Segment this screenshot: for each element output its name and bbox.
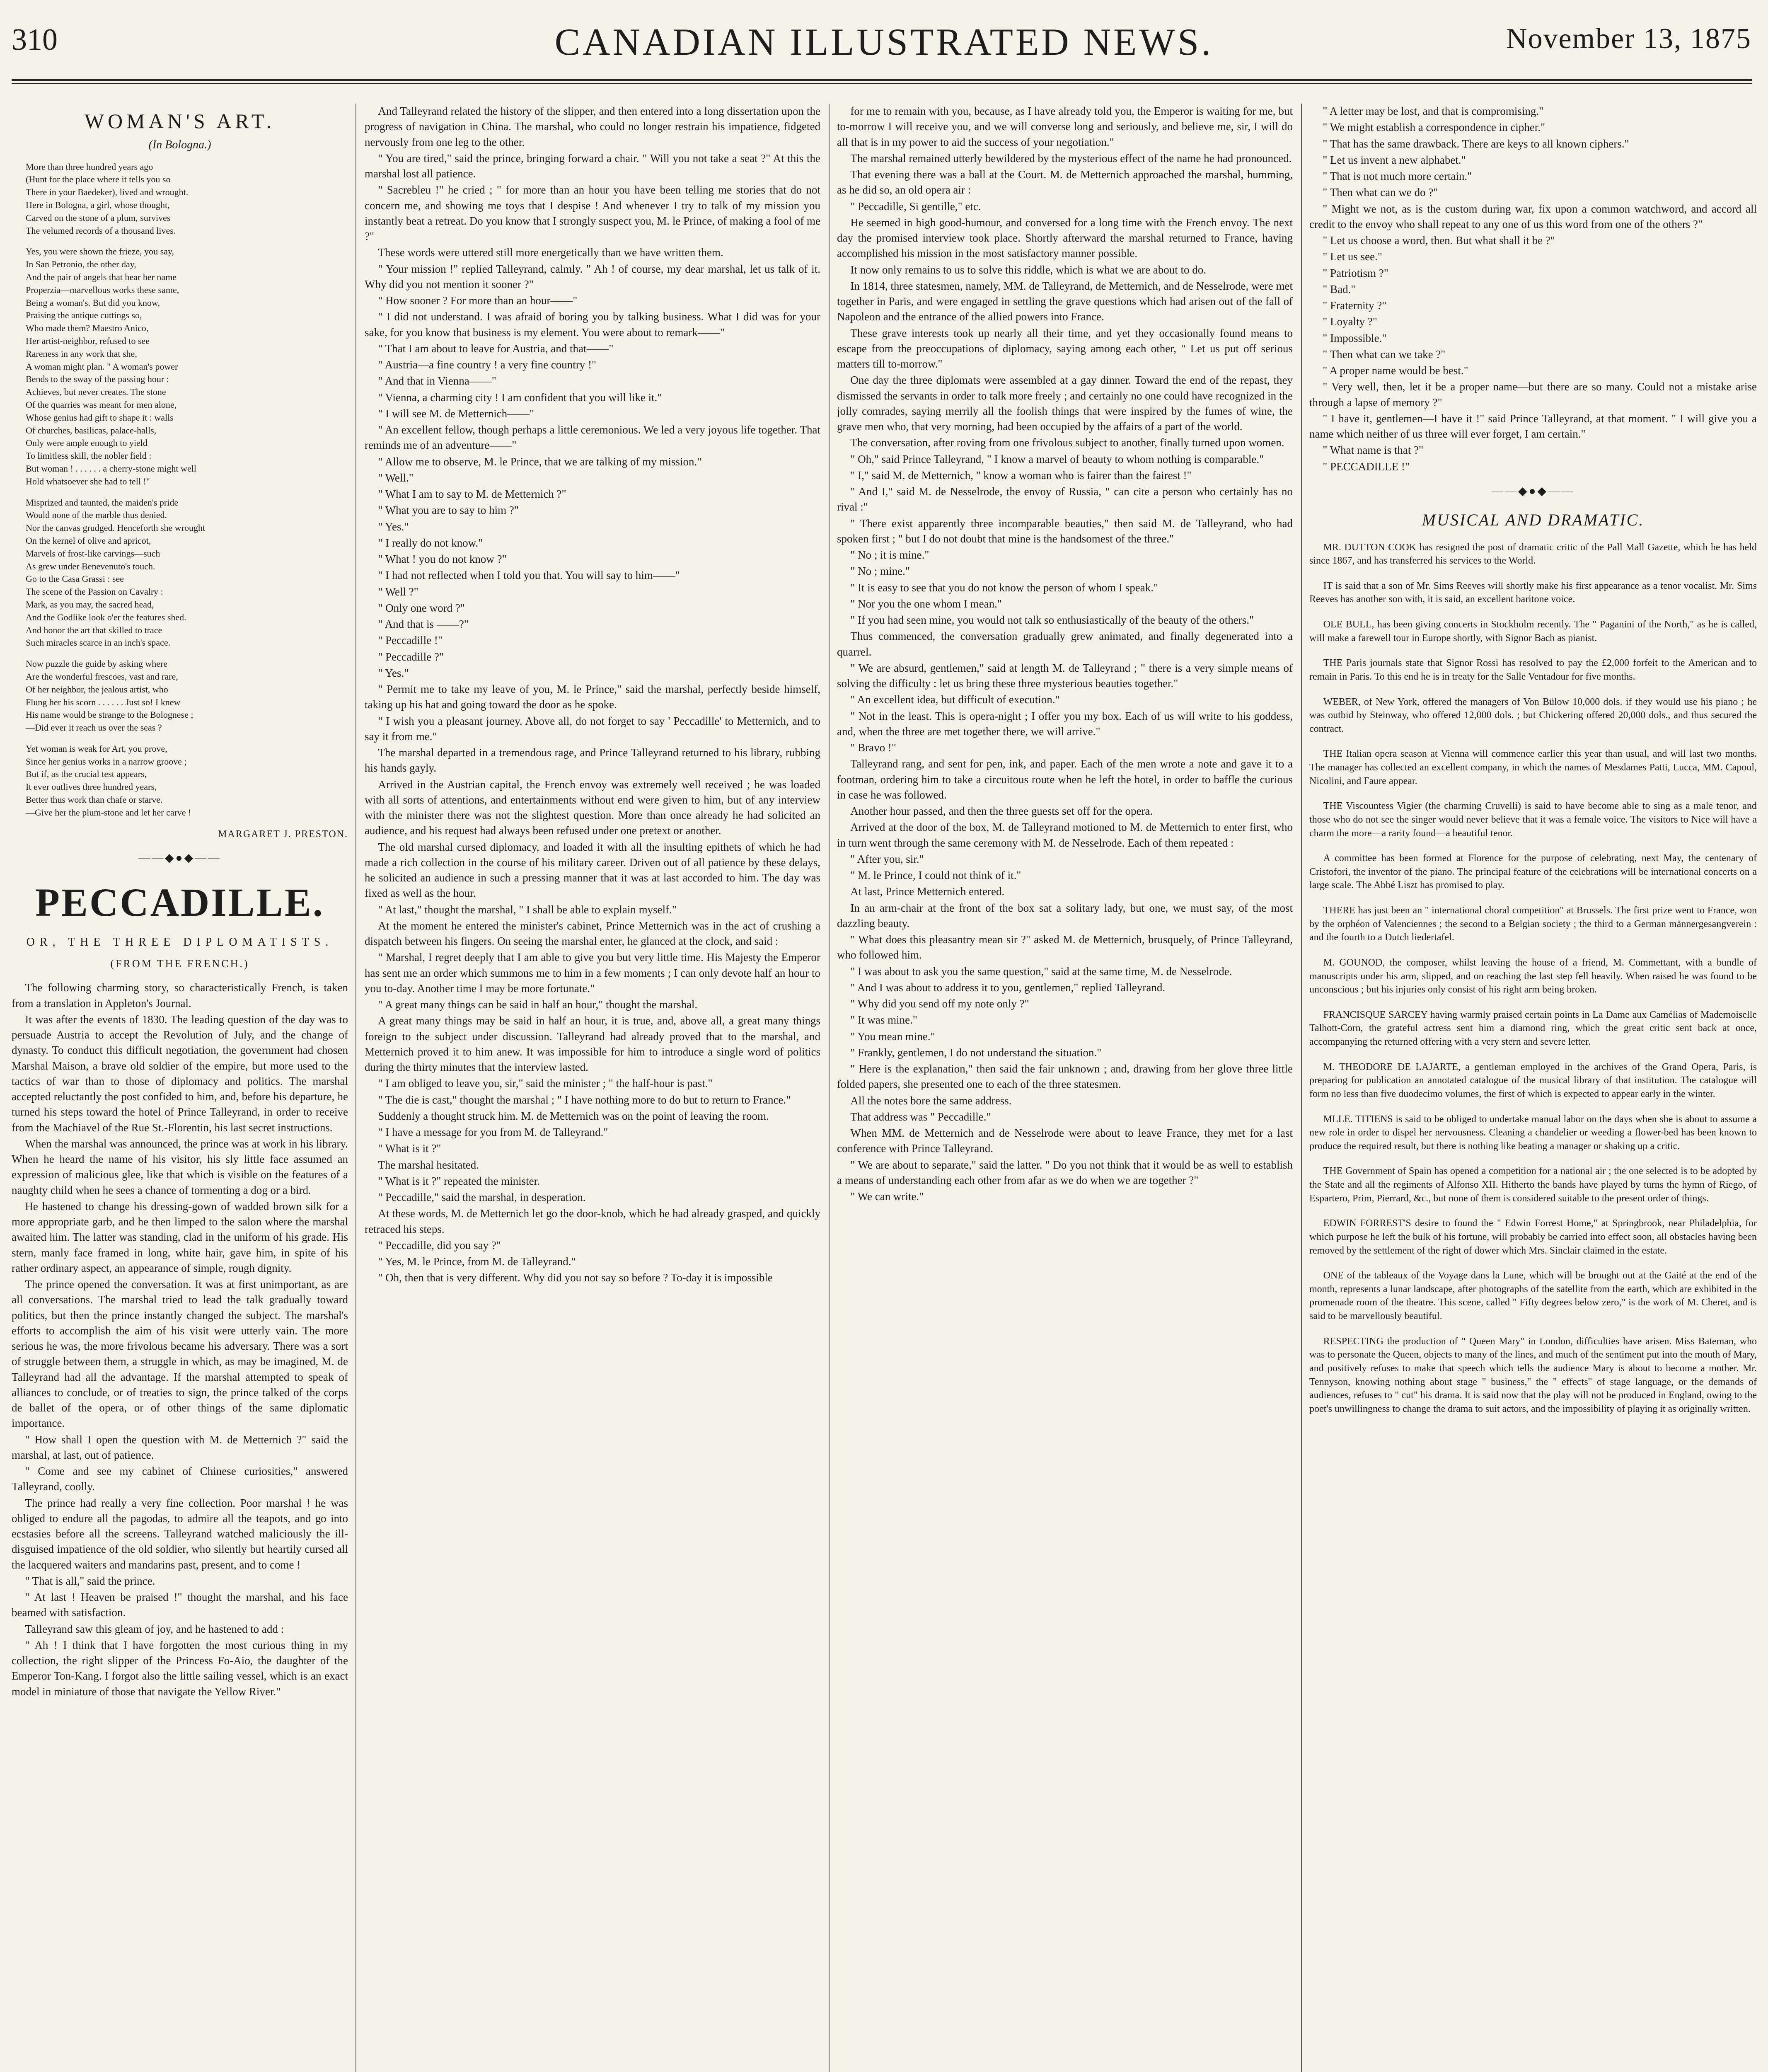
story-paragraph: " Ah ! I think that I have forgotten the most curious thing in my collection, the right slipper of the Princess Fo-Aio, the daughter of the Emperor Ton-Kang. I forgot also the little sailing vessel, which is an exact model in miniature of those that navigate the Yellow River." [12,1639,348,1698]
news-item: MR. DUTTON COOK has resigned the post of dramatic critic of the Pall Mall Gazette, which he has held since 1867, and has transferred his services to the World. [1309,542,1757,566]
story-paragraph: " Come and see my cabinet of Chinese curiosities," answered Talleyrand, coolly. [12,1465,348,1493]
poem-stanza: Yes, you were shown the frieze, you say, In San Petronio, the other day, And the pair of angels that bear her name Properzia—marvellous works these same, Being a woman's. But did you know, Praising the antique cuttings so, Who made them? Maestro Anico, Her artist-neighbor, refused to see Rareness in any work that she, A woman might plan. " A woman's power Bends to the sway of the passing hour : Achieves, but never creates. The stone Of the quarries was meant for men alone, Whose genius had gift to shape it : walls Of churches, basilicas, palace-halls, Only were ample enough to yield To limitless skill, the nobler field : But woman ! . . . . . . a cherry-stone might well Hold whatsoever she had to tell !" [26,246,196,487]
news-item: THE Italian opera season at Vienna will commence earlier this year than usual, and will last two months. The manager has collected an excellent company, in which the names of Mesdames Patti, Lucca, MM. Capoul, Nicolini, and Faure appear. [1309,748,1757,787]
story-paragraph: Suddenly a thought struck him. M. de Metternich was on the point of leaving the room. [378,1109,769,1122]
story-column-2-text [365,104,820,2072]
poem-signature: MARGARET J. PRESTON. [218,828,348,840]
ornament-divider: ——◆●◆—— [1492,484,1575,498]
story-paragraph: " And I was about to address it to you, gentlemen," replied Talleyrand. [850,981,1166,994]
story-paragraph: " That is all," said the prince. [25,1574,155,1587]
news-item: M. GOUNOD, the composer, whilst leaving the house of a friend, M. Commettant, with a bundle of manuscripts under his arm, slipped, and on reaching the last step fell heavily. When raised he was found to be unconscious ; but his injuries only consist of his right arm being broken. [1309,957,1757,995]
story-paragraph: " Peccadille, did you say ?" [378,1239,501,1251]
story-paragraph: " It was mine." [850,1014,917,1026]
story-paragraph: " Fraternity ?" [1323,299,1387,312]
story-column-4-text [1309,104,1757,474]
column-rule [829,104,830,2072]
story-paragraph: " Yes." [378,666,409,679]
story-paragraph: At the moment he entered the minister's cabinet, Prince Metternich was in the act of crushing a dispatch between his fingers. On seeing the marshal enter, he glanced at the clock, and said : [365,919,820,947]
story-paragraph: " Bad." [1323,283,1356,295]
story-paragraph: The prince opened the conversation. It was at first unimportant, as are all conversations. The marshal tried to lead the talk gradually toward politics, but then the prince instantly changed the subject. The marshal's efforts to accomplish the aim of his visit were utterly vain. The more serious he was, the more frivolous became his adversary. There was a sort of struggle between them, a struggle in which, as may be imagined, M. de Talleyrand had all the advantage. If the marshal attempted to speak of alliances to conclude, or of treaties to sign, the prince talked of the corps de ballet of the opera, or of other things of the same diplomatic importance. [12,1278,348,1430]
story-paragraph: " At last ! Heaven be praised !" thought the marshal, and his face beamed with satisfaction. [12,1591,348,1619]
story-paragraph: " Well." [378,471,414,484]
story-paragraph: The old marshal cursed diplomacy, and loaded it with all the insulting epithets of which he had made a rich collection in the course of his military career. Driven out of all patience by these delays, he solicited an audience in such a pressing manner that it was at last accorded to him. The day was fixed as well as the hour. [365,840,820,900]
story-paragraph: " Sacrebleu !" he cried ; " for more than an hour you have been telling me stories that do not concern me, and showing me toys that I despise ! And whenever I try to talk of my mission you instantly beat a retreat. Do you know that I strongly suspect you, M. le Prince, of making a fool of me ?" [365,184,820,242]
news-item: M. THEODORE DE LAJARTE, a gentleman employed in the archives of the Grand Opera, Paris, is preparing for publication an annotated catalogue of the musical library of that institution. The catalogue will form no less than five duodecimo volumes, the first of which is expected to appear early in the winter. [1309,1061,1757,1099]
story-paragraph: The conversation, after roving from one frivolous subject to another, finally turned upon women. [850,436,1284,449]
story-paragraph: Arrived in the Austrian capital, the French envoy was extremely well received ; he was loaded with all sorts of attentions, and entertainments without end were given to him, but of any interview with the minister there was not the slightest question. More than once already he had solicited an audience, and his request had always been refused under one pretext or another. [365,778,820,837]
story-paragraph: " I have a message for you from M. de Talleyrand." [378,1126,608,1138]
story-paragraph: These words were uttered still more energetically than we have written them. [378,246,723,259]
story-paragraph: " And that in Vienna——" [378,375,496,387]
story-paragraph: " And that is ——?" [378,618,469,630]
story-paragraph: " Yes, M. le Prince, from M. de Talleyrand." [378,1255,576,1268]
news-item: MLLE. TITIENS is said to be obliged to undertake manual labor on the days when she is about to assume a new role in order to dispel her nervousness. Cleaning a chandelier or weeding a flower-bed has been known to produce the required result, but there is nothing like beating a manager or shaking up a critic. [1309,1113,1757,1152]
news-item: THE Paris journals state that Signor Rossi has resolved to pay the £2,000 forfeit to the American and to remain in Paris. To this end he is in treaty for the Salle Ventadour for five months. [1309,658,1757,682]
story-paragraph: " Oh," said Prince Talleyrand, " I know a marvel of beauty to whom nothing is comparable." [850,453,1264,465]
story-paragraph: " An excellent fellow, though perhaps a little ceremonious. We led a very joyous life together. That reminds me of an adventure——" [365,424,820,452]
story-paragraph: " I had not reflected when I told you that. You will say to him——" [378,569,680,582]
story-paragraph: " And I," said M. de Nesselrode, the envoy of Russia, " can cite a person who certainly has no rival :" [837,485,1293,513]
story-paragraph: It now only remains to us to solve this riddle, which is what we are about to do. [850,263,1206,276]
news-item: WEBER, of New York, offered the managers of Von Bülow 10,000 dols. if they would use his piano ; he was outbid by Steinway, who offered 12,000 dols. ; but Chickering offered 20,000 dols., and thus secured the contract. [1309,696,1757,734]
story-paragraph: " Peccadille ?" [378,650,444,663]
story-paragraph: " I really do not know." [378,536,483,549]
story-paragraph: " That is not much more certain." [1323,170,1472,182]
ornament-divider: ——◆●◆—— [138,851,221,864]
story-paragraph: " Then what can we take ?" [1323,348,1446,361]
story-paragraph: " Allow me to observe, M. le Prince, that we are talking of my mission." [378,455,702,468]
poem-body [26,161,348,819]
column-rule [1301,104,1302,2072]
story-paragraph: " I will see M. de Metternich——" [378,407,535,420]
story-paragraph: Arrived at the door of the box, M. de Talleyrand motioned to M. de Metternich to enter first, who in turn went through the same ceremony with M. de Nesselrode. Each of them repeated : [837,821,1293,849]
story-paragraph: It was after the events of 1830. The leading question of the day was to persuade Austria to accept the Revolution of July, and the change of dynasty. To conduct this difficult negotiation, the government had chosen Marshal Maison, a brave old soldier of the empire, but more used to the tactics of war than to those of diplomacy and politics. The marshal accepted reluctantly the post confided to him, and, before his departure, he turned his steps toward the hotel of Prince Talleyrand, in order to receive from the Machiavel of the Rue St.-Florentin, his last secret instructions. [12,1013,348,1134]
news-item: A committee has been formed at Florence for the purpose of celebrating, next May, the centenary of Cristofori, the inventor of the piano. The principal feature of the celebrations will be international concerts on a large scale. The Abbé Liszt has promised to play. [1309,853,1757,891]
story-paragraph: " Here is the explanation," then said the fair unknown ; and, drawing from her glove three little folded papers, she presented one to each of the three statesmen. [837,1063,1293,1091]
story-paragraph: The marshal remained utterly bewildered by the mysterious effect of the name he had pronounced. [850,152,1292,165]
story-paragraph: All the notes bore the same address. [850,1094,1012,1107]
story-paragraph: for me to remain with you, because, as I have already told you, the Emperor is waiting for me, but to-morrow I will receive you, and we will converse long and seriously, and believe me, sir, I will do all that is in my power to aid the success of your negotiation." [837,105,1293,148]
story-paragraph: " Let us choose a word, then. But what shall it be ?" [1323,234,1555,247]
story-subtitle: OR, THE THREE DIPLOMATISTS. [26,935,334,949]
story-paragraph: " I am obliged to leave you, sir," said the minister ; " the half-hour is past." [378,1077,713,1090]
news-item: EDWIN FORREST'S desire to found the " Edwin Forrest Home," at Springbrook, near Philadelphia, for which purpose he left the bulk of his fortune, will probably be carried into effect soon, all obstacles having been removed by the settlement of the right of dower which Mrs. Sinclair claimed in the estate. [1309,1218,1757,1256]
story-paragraph: " Permit me to take my leave of you, M. le Prince," said the marshal, perfectly beside himself, taking up his hat and going toward the door as he spoke. [365,683,820,711]
story-paragraph: In an arm-chair at the front of the box sat a solitary lady, but one, we must say, of the most dazzling beauty. [837,901,1293,929]
column-4 [1309,104,1757,2072]
news-item: ONE of the tableaux of the Voyage dans la Lune, which will be brought out at the Gaité at the end of the month, represents a lunar landscape, after photographs of the satellite from the earth, which are exhibited in the promenade room of the theatre. This scene, called " Fifty degrees below zero," is the work of M. Cheret, and is said to be marvellously beautiful. [1309,1270,1757,1322]
musical-dramatic-title: MUSICAL AND DRAMATIC. [1422,511,1645,530]
story-paragraph: " Marshal, I regret deeply that I am able to give you but very little time. His Majesty the Emperor has sent me an order which summons me to him in a few moments ; I can only devote half an hour to you to-day. Another time I may be more fortunate." [365,951,820,995]
column-1 [12,104,348,2072]
story-paragraph: " I did not understand. I was afraid of boring you by talking business. What I did was for your sake, for you know that business is my element. You were about to remark——" [365,310,820,339]
story-paragraph: " We are absurd, gentlemen," said at length M. de Talleyrand ; " there is a very simple means of solving the difficulty : let us bring these three mysterious beauties together." [837,661,1293,690]
story-paragraph: That address was " Peccadille." [850,1110,991,1123]
story-paragraph: " A letter may be lost, and that is compromising." [1323,105,1544,117]
story-paragraph: That evening there was a ball at the Court. M. de Metternich approached the marshal, humming, as he did so, an old opera air : [837,168,1293,196]
masthead-title: CANADIAN ILLUSTRATED NEWS. [554,21,1214,63]
poem-stanza: Yet woman is weak for Art, you prove, Since her genius works in a narrow groove ; But if, as the crucial test appears, It ever outlives three hundred years, Better thus work than chafe or starve. —Give her the plum-stone and let her carve ! [26,743,191,818]
story-paragraph: " PECCADILLE !" [1323,460,1410,473]
poem-stanza: More than three hundred years ago (Hunt for the place where it tells you so There in your Baedeker), lived and wrought. Here in Bologna, a girl, whose thought, Carved on the stone of a plum, survives The velumed records of a thousand lives. [26,161,189,236]
news-item: THE Government of Spain has opened a competition for a national air ; the one selected is to be adopted by the State and all the regiments of Alfonso XII. Hitherto the bands have played by turns the hymn of Riego, of Espartero, Prim, Pierrard, &c., but none of them is considered suitable to the present order of things. [1309,1166,1757,1204]
story-paragraph: " No ; mine." [850,565,910,578]
story-paragraph: " Then what can we do ?" [1323,186,1438,199]
story-paragraph: " Well ?" [378,585,418,598]
story-paragraph: " That I am about to leave for Austria, and that——" [378,342,614,355]
story-paragraph: And Talleyrand related the history of the slipper, and then entered into a long dissertation upon the progress of navigation in China. The marshal, who could no longer restrain his impatience, fidgeted nervously from one leg to the other. [365,105,820,148]
story-paragraph: " I have it, gentlemen—I have it !" said Prince Talleyrand, at that moment. " I will give you a name which neither of us three will ever forget, I am certain." [1309,412,1757,440]
header-rule [12,79,1752,81]
story-paragraph: " Why did you send off my note only ?" [850,997,1029,1010]
story-paragraph: At last, Prince Metternich entered. [850,885,1005,898]
story-paragraph: At these words, M. de Metternich let go the door-knob, which he had already grasped, and quickly retraced his steps. [365,1207,820,1235]
story-paragraph: " The die is cast," thought the marshal ; " I have nothing more to do but to return to France." [378,1093,791,1106]
story-paragraph: " M. le Prince, I could not think of it." [850,869,1021,881]
story-paragraph: " What you are to say to him ?" [378,504,519,517]
story-paragraph: " That has the same drawback. There are keys to all known ciphers." [1323,137,1629,150]
story-paragraph: " Only one word ?" [378,601,465,614]
story-paragraph: The marshal departed in a tremendous rage, and Prince Talleyrand returned to his library, rubbing his hands gayly. [365,746,820,775]
story-paragraph: Another hour passed, and then the three guests set off for the opera. [850,805,1153,817]
story-paragraph: In 1814, three statesmen, namely, MM. de Talleyrand, de Metternich, and de Nesselrode, were met together in Paris, and were engaged in settling the grave questions which had arisen out of the fall of Napoleon and the entrance of the allied powers into France. [837,279,1293,323]
story-paragraph: " Very well, then, let it be a proper name—but there are so many. Could not a mistake arise through a lapse of memory ?" [1309,380,1757,409]
story-paragraph: " Vienna, a charming city ! I am confident that you will like it." [378,391,662,404]
page-header [0,14,1768,68]
story-paragraph: " I was about to ask you the same question," said at the same time, M. de Nesselrode. [850,965,1232,978]
news-item: THE Viscountess Vigier (the charming Cruvelli) is said to have become able to sing as a male tenor, and those who do not see the singer would never believe that it was a female voice. The visitors to Nice will have a charm the more—a rarity found—a beautiful tenor. [1309,801,1757,839]
story-paragraph: He hastened to change his dressing-gown of wadded brown silk for a more appropriate garb, and he then limped to the salon where the marshal awaited him. The latter was standing, clad in the uniform of his grade. His stern, manly face framed in long, white hair, gave him, in spite of his rather ordinary aspect, an appearance of simple, rough dignity. [12,1200,348,1274]
story-paragraph: A great many things may be said in half an hour, it is true, and, above all, a great many things foreign to the subject under discussion. Talleyrand had already proved that to the marshal, and Metternich proved it to him anew. It was impossible for him to introduce a single word of politics during the thirty minutes that the interview lasted. [365,1014,820,1073]
story-paragraph: " What I am to say to M. de Metternich ?" [378,488,566,500]
story-paragraph: " We might establish a correspondence in cipher." [1323,121,1545,134]
story-column-1-text [12,980,348,1699]
story-source: (FROM THE FRENCH.) [110,957,249,970]
story-paragraph: " There exist apparently three incomparable beauties," then said M. de Talleyrand, who had spoken first ; " but I do not doubt that mine is the handsomest of the three." [837,517,1293,545]
story-column-3-text [837,104,1293,2072]
story-paragraph: " We are about to separate," said the latter. " Do you not think that it would be as well to establish a means of understanding each other from afar as we do when we are together ?" [837,1158,1293,1186]
story-paragraph: " I," said M. de Metternich, " know a woman who is fairer than the fairest !" [850,469,1192,482]
story-paragraph: " Your mission !" replied Talleyrand, calmly. " Ah ! of course, my dear marshal, let us talk of it. Why did you not mention it sooner ?" [365,262,820,290]
story-paragraph: Thus commenced, the conversation gradually grew animated, and finally degenerated into a quarrel. [837,630,1293,658]
poem-title: WOMAN'S ART. [84,109,276,133]
news-item: FRANCISQUE SARCEY having warmly praised certain points in La Dame aux Camélias of Mademoiselle Talhott-Corn, the grateful actress sent him a diamond ring, which the great critic sent back at once, accompanying the returned offering with a very stern and severe letter. [1309,1009,1757,1048]
story-paragraph: " Let us invent a new alphabet." [1323,153,1466,166]
story-paragraph: One day the three diplomats were assembled at a gay dinner. Toward the end of the repast, they dismissed the servants in order to talk more freely ; and certainly no one could have recognized in the jolly comrades, saying merrily all the foolish things that were inspired by the fumes of wine, the grave men who, that very morning, had been occupied by the affairs of a part of the world. [837,374,1293,433]
story-paragraph: " What ! you do not know ?" [378,553,507,565]
story-paragraph: " It is easy to see that you do not know the person of whom I speak." [850,581,1159,594]
story-paragraph: " Loyalty ?" [1323,315,1377,328]
story-paragraph: " What is it ?" [378,1142,441,1155]
story-paragraph: " Impossible." [1323,332,1387,344]
story-paragraph: " Yes." [378,520,409,533]
story-paragraph: " Oh, then that is very different. Why did you not say so before ? To-day it is impossible [378,1271,773,1284]
story-paragraph: The marshal hesitated. [378,1158,479,1171]
story-paragraph: " What does this pleasantry mean sir ?" asked M. de Metternich, brusquely, of Prince Talleyrand, who followed him. [837,933,1293,961]
story-paragraph: When MM. de Metternich and de Nesselrode were about to leave France, they met for a last conference with Prince Talleyrand. [837,1127,1293,1155]
story-paragraph: " Peccadille, Si gentille," etc. [850,200,981,213]
news-item: OLE BULL, has been giving concerts in Stockholm recently. The " Paganini of the North," as he is called, will make a farewell tour in Europe shortly, with Signor Bach as pianist. [1309,619,1757,644]
story-paragraph: " You mean mine." [850,1030,935,1043]
story-paragraph: " Might we not, as is the custom during war, fix upon a common watchword, and accord all credit to the envoy who shall repeat to any one of us this word from one of the others ?" [1309,202,1757,230]
story-paragraph: " What is it ?" repeated the minister. [378,1174,540,1187]
story-paragraph: These grave interests took up nearly all their time, and yet they occasionally found means to escape from the preoccupations of diplomacy, saying among each other, " Let us put off serious matters till to-morrow." [837,327,1293,370]
story-paragraph: " Austria—a fine country ! a very fine country !" [378,358,597,371]
story-paragraph: " Let us see." [1323,250,1382,263]
story-paragraph: " Frankly, gentlemen, I do not understand the situation." [850,1046,1102,1059]
news-item: RESPECTING the production of " Queen Mary" in London, difficulties have arisen. Miss Bateman, who was to personate the Queen, objects to many of the lines, and much of the sentiment put into the mouth of Mary, and positively refuses to make that speech which tells the audience Mary is about to become a mother. Mr. Tennyson, knowing nothing about stage " business," the " effects" of stage language, or the demands of audiences, refuses to " cut" his drama. It is said now that the play will not be produced in England, owing to the poet's unwillingness to change the drama to suit actors, and the impossibility of playing it as originally written. [1309,1336,1757,1414]
story-paragraph: " Not in the least. This is opera-night ; I offer you my box. Each of us will write to his goddess, and, when the three are met together there, we will arrive." [837,709,1293,738]
story-paragraph: The prince had really a very fine collection. Poor marshal ! he was obliged to endure all the pagodas, to admire all the teapots, and go into ecstasies before all the screens. Talleyrand watched maliciously the ill-disguised impatience of the old soldier, who silently but heartily cursed all the lacquered waiters and mandarins past, present, and to come ! [12,1496,348,1571]
issue-date: November 13, 1875 [1506,23,1751,55]
musical-dramatic-items [1309,541,1757,1416]
story-paragraph: " We can write." [850,1190,924,1203]
story-paragraph: " Patriotism ?" [1323,266,1388,279]
story-paragraph: " An excellent idea, but difficult of execution." [850,693,1060,706]
poem-stanza: Misprized and taunted, the maiden's pride Would none of the marble thus denied. Nor the canvas grudged. Henceforth she wrought On the kernel of olive and apricot, Marvels of frost-like carvings—such As grew under Benevenuto's touch. Go to the Casa Grassi : see The scene of the Passion on Cavalry : Mark, as you may, the sacred head, And the Godlike look o'er the features shed. And honor the art that skilled to trace Such miracles scarce in an inch's space. [26,497,206,648]
story-paragraph: The following charming story, so characteristically French, is taken from a translation in Appleton's Journal. [12,981,348,1009]
story-paragraph: " How sooner ? For more than an hour——" [378,294,578,307]
story-paragraph: " How shall I open the question with M. de Metternich ?" said the marshal, at last, out of patience. [12,1433,348,1461]
poem-stanza: Now puzzle the guide by asking where Are the wonderful frescoes, vast and rare, Of her neighbor, the jealous artist, who Flung her his scorn . . . . . . Just so! I knew His name would be strange to the Bolognese ; —Did ever it reach us over the seas ? [26,658,193,733]
poem-subtitle: (In Bologna.) [148,138,211,151]
story-title: PECCADILLE. [35,880,324,925]
story-paragraph: " If you had seen mine, you would not talk so enthusiastically of the beauty of the others." [850,614,1254,626]
news-item: THERE has just been an " international choral competition" at Brussels. The first prize went to France, won by the orphéon of Valenciennes ; the second to a Belgian society ; the third to a German männergesangverein : and the fourth to a Dutch liedertafel. [1309,905,1757,943]
story-paragraph: " After you, sir." [850,852,924,865]
story-paragraph: He seemed in high good-humour, and conversed for a long time with the French envoy. The next day the promised interview took place. Shortly afterward the marshal returned to France, having accomplished his mission in the most satisfactory manner possible. [837,216,1293,260]
story-paragraph: " No ; it is mine." [850,549,929,561]
story-paragraph: Talleyrand rang, and sent for pen, ink, and paper. Each of the men wrote a note and gave it to a footman, ordering him to take a circuitous route when he left the hotel, in order to baffle the curious in case he was followed. [837,758,1293,801]
story-paragraph: " What name is that ?" [1323,444,1424,457]
story-paragraph: " I wish you a pleasant journey. Above all, do not forget to say ' Peccadille' to Metternich, and to say it from me." [365,714,820,743]
story-paragraph: " You are tired," said the prince, bringing forward a chair. " Will you not take a seat ?" At this the marshal lost all patience. [365,152,820,180]
story-paragraph: " Peccadille," said the marshal, in desperation. [378,1191,586,1203]
news-item: IT is said that a son of Mr. Sims Reeves will shortly make his first appearance as a tenor vocalist. Mr. Sims Reeves has another son with, it is said, an excellent baritone voice. [1309,580,1757,605]
page-number: 310 [12,23,58,57]
story-paragraph: " A great many things can be said in half an hour," thought the marshal. [378,998,698,1011]
story-paragraph: Talleyrand saw this gleam of joy, and he hastened to add : [25,1622,284,1635]
story-paragraph: " A proper name would be best." [1323,364,1468,377]
story-paragraph: When the marshal was announced, the prince was at work in his library. When he heard the name of his visitor, his sly little face assumed an expression of malicious glee, like that which is visible on the features of a naughty child when he sees a chance of tormenting a dog or a bird. [12,1137,348,1196]
story-paragraph: " Peccadille !" [378,634,443,647]
story-paragraph: " At last," thought the marshal, " I shall be able to explain myself." [378,903,677,916]
story-paragraph: " Nor you the one whom I mean." [850,597,1002,610]
story-paragraph: " Bravo !" [850,741,896,754]
header-rule-thin [12,83,1752,84]
